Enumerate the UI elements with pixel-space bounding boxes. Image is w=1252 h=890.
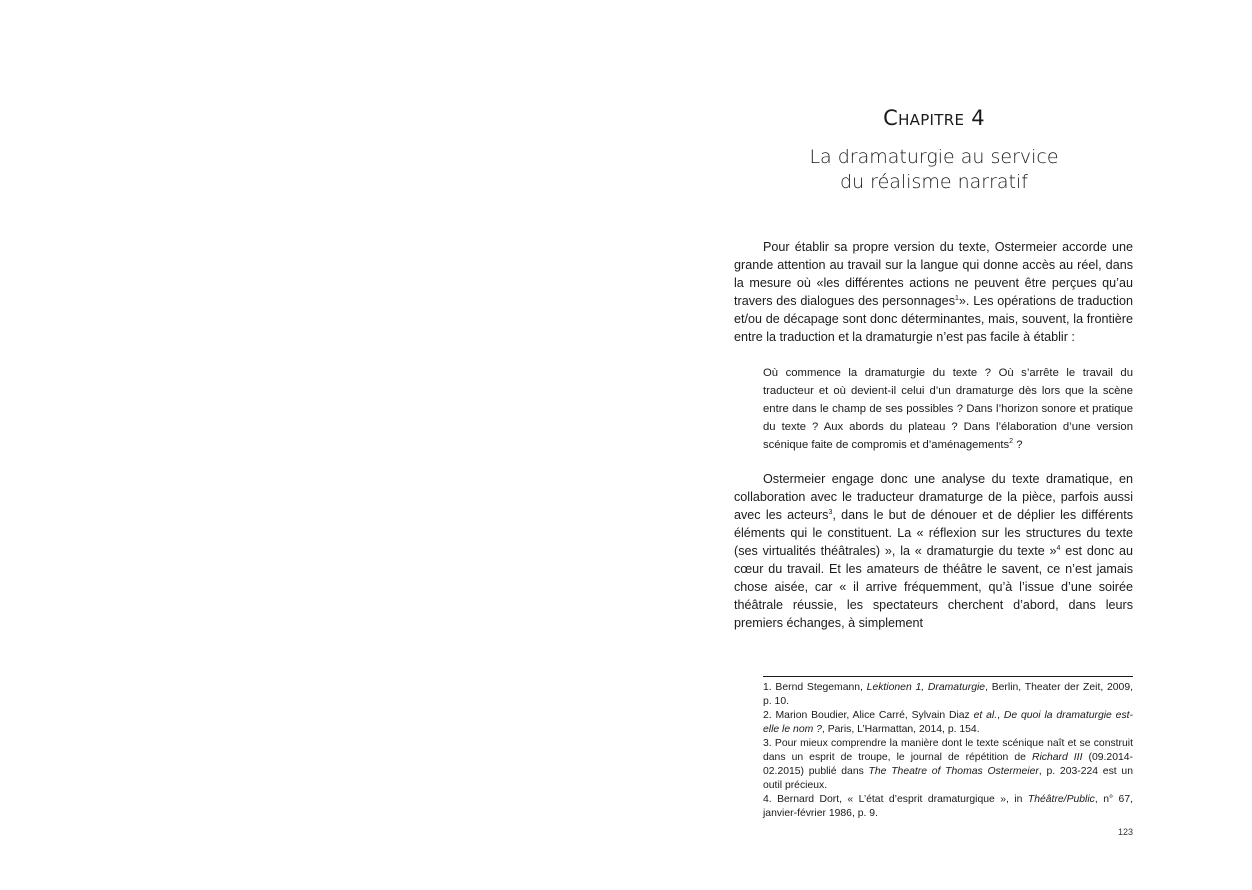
page-number: 123 bbox=[1117, 827, 1133, 837]
footnote-3-middle: (09.2014-02.2015) publié dans bbox=[763, 752, 1133, 777]
footnote-1 bbox=[763, 681, 1133, 709]
footnote-4-prefix: 4. Bernard Dort, « L’état d’esprit dramaturgique », in bbox=[763, 794, 1028, 805]
block-quote-end: ? bbox=[1013, 439, 1023, 451]
chapter-title-line-2: du réalisme narratif bbox=[840, 171, 1028, 193]
block-quote bbox=[763, 364, 1133, 454]
footnote-2 bbox=[763, 709, 1133, 737]
block-quote-text: Où commence la dramaturgie du texte ? Où s’arrête le travail du traducteur et où devient-il celui d’un dramaturge dès lors que la scène entre dans le champ de ses possibles ? Dans l’horizon sonore et pratique du texte ? Aux abords du plateau ? Dans l’élaboration d’une version scénique faite de compromis et d’aménagements bbox=[763, 367, 1133, 451]
paragraph-1-text-a: Pour établir sa propre version du texte, Ostermeier accorde une grande attention au travail sur la langue qui donne accès au réel, dans la mesure où «les différentes actions ne peuvent être perçues qu’au travers des dialogues des personnages bbox=[734, 240, 1133, 308]
paragraph-1 bbox=[734, 238, 1133, 346]
footnote-4-suffix: , n° 67, janvier-février 1986, p. 9. bbox=[763, 794, 1133, 819]
footnote-1-prefix: 1. Bernd Stegemann, bbox=[763, 682, 867, 693]
paragraph-1-text-b: ». Les opérations de traduction et/ou de décapage sont donc déterminantes, mais, souvent, la frontière entre la traduction et la dramaturgie n’est pas facile à établir : bbox=[734, 294, 1133, 344]
footnote-3-prefix: 3. Pour mieux comprendre la manière dont le texte scénique naît et se construit dans un esprit de troupe, le journal de répétition de bbox=[763, 738, 1133, 763]
paragraph-2-text-a: Ostermeier engage donc une analyse du texte dramatique, en collaboration avec le traducteur dramaturge de la pièce, parfois aussi avec les acteurs bbox=[734, 472, 1133, 522]
footnote-ref-1: 1 bbox=[955, 295, 959, 302]
paragraph-2 bbox=[734, 470, 1133, 632]
footnote-3 bbox=[763, 737, 1133, 793]
footnote-divider bbox=[763, 676, 1133, 677]
footnote-2-italic: et al. bbox=[973, 710, 998, 721]
footnote-ref-3: 3 bbox=[828, 509, 833, 516]
paragraph-2-text-c: est donc au cœur du travail. Et les amateurs de théâtre le savent, ce n’est jamais chose aisée, car « il arrive fréquemment, qu’à l’issue d’une soirée théâtrale réussie, les spectateurs cherchent d’abord, dans leurs premiers échanges, à simplement bbox=[734, 544, 1133, 630]
footnote-3-suffix: , p. 203-224 est un outil précieux. bbox=[763, 766, 1133, 791]
footnote-2-middle: , bbox=[997, 710, 1004, 721]
right-page bbox=[626, 0, 1252, 890]
footnote-1-italic: Lektionen 1, Dramaturgie bbox=[866, 682, 986, 693]
chapter-label: Chapitre 4 bbox=[883, 106, 985, 130]
footnote-4-italic: Théâtre/Public bbox=[1027, 794, 1095, 805]
footnote-2-suffix: , Paris, L’Harmattan, 2014, p. 154. bbox=[821, 724, 980, 735]
chapter-title-line-1: La dramaturgie au service bbox=[809, 146, 1059, 168]
chapter-title bbox=[734, 145, 1134, 195]
footnotes bbox=[763, 681, 1133, 821]
footnote-1-suffix: , Berlin, Theater der Zeit, 2009, p. 10. bbox=[763, 682, 1134, 707]
footnote-2-prefix: 2. Marion Boudier, Alice Carré, Sylvain Diaz bbox=[763, 710, 974, 721]
footnote-ref-4: 4 bbox=[1056, 545, 1061, 552]
footnote-4 bbox=[763, 793, 1133, 821]
footnote-3-italic: Richard III bbox=[1031, 752, 1083, 763]
footnote-2-italic-2: De quoi la dramaturgie est-elle le nom ? bbox=[763, 710, 1133, 735]
footnote-ref-2: 2 bbox=[1009, 438, 1014, 445]
paragraph-2-text-b: , dans le but de dénouer et de déplier les différents éléments qui le constituent. La « réflexion sur les structures du texte (ses virtualités théâtrales) », la « dramaturgie du texte » bbox=[734, 508, 1134, 558]
footnote-3-italic-2: The Theatre of Thomas Ostermeier bbox=[868, 766, 1039, 777]
